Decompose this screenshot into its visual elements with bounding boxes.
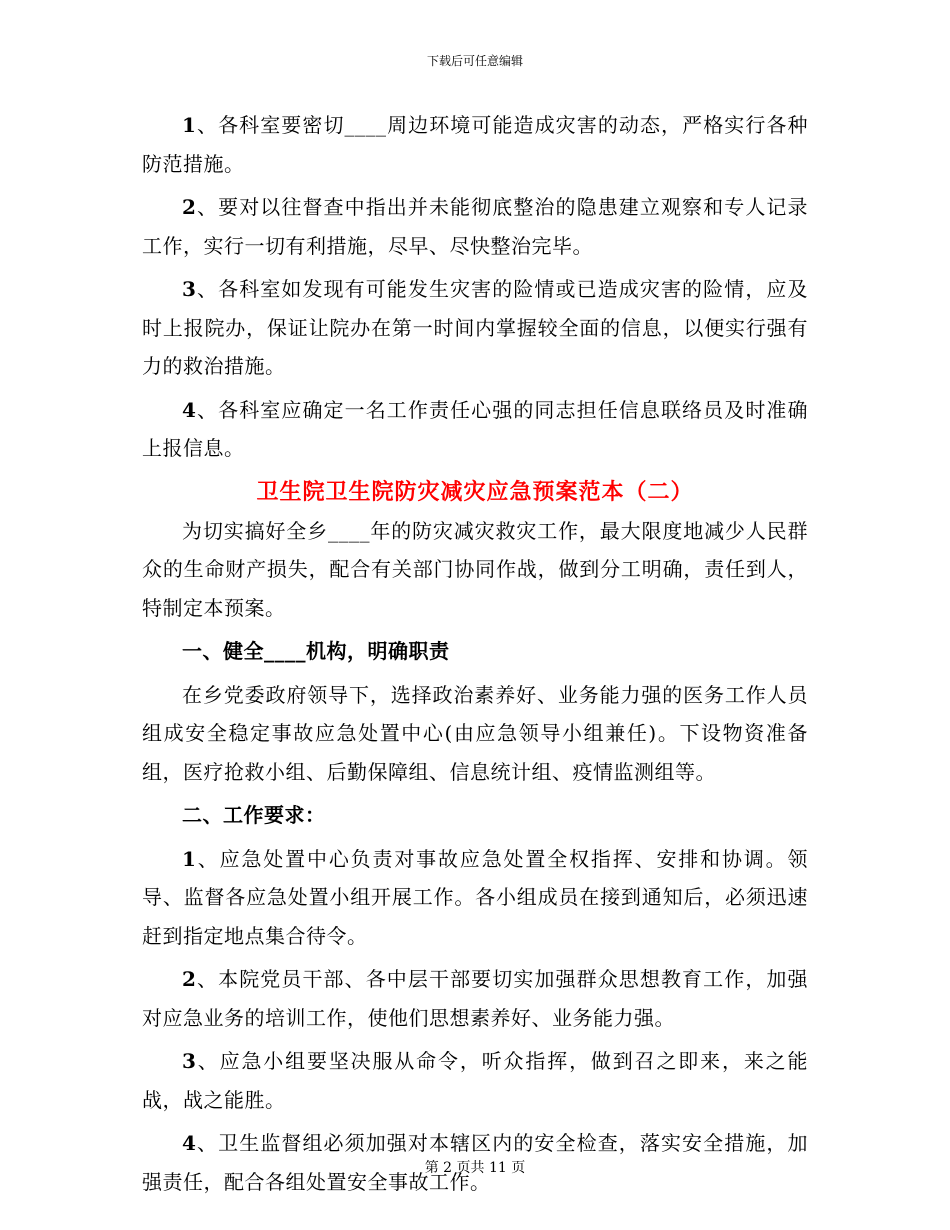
list-item [142,391,808,468]
item-number: 1 [182,846,197,871]
heading-organization: 一、健全____机构，明确职责 [182,639,450,663]
item-text: 、卫生监督组必须加强对本辖区内的安全检查，落实安全措施，加强责任，配合各组处置安全事故工作。 [142,1131,808,1194]
item-number: 4 [182,397,197,422]
item-number: 4 [182,1131,197,1155]
item-number: 3 [182,1049,197,1073]
item-text: 、各科室应确定一名工作责任心强的同志担任信息联络员及时准确上报信息。 [142,397,808,460]
heading-requirements: 二、工作要求： [182,803,326,827]
item-number: 1 [182,113,197,137]
list-item [142,960,808,1037]
item-number: 3 [182,277,197,301]
organization-paragraph: 在乡党委政府领导下，选择政治素养好、业务能力强的医务工作人员组成安全稳定事故应急处置中心(由应急领导小组兼任)。下设物资准备组，医疗抢救小组、后勤保障组、信息统计组、疫情监测组等。 [142,682,808,784]
item-text: 、应急小组要坚决服从命令，听众指挥，做到召之即来，来之能战，战之能胜。 [142,1049,808,1112]
list-item [142,188,808,265]
document-body [142,106,808,1201]
item-number: 2 [182,195,197,219]
intro-paragraph: 为切实搞好全乡____年的防灾减灾救灾工作，最大限度地减少人民群众的生命财产损失，配合有关部门协同作战，做到分工明确，责任到人，特制定本预案。 [142,518,808,620]
section-title: 卫生院卫生院防灾减灾应急预案范本（二） [256,478,694,505]
item-text: 、各科室如发现有可能发生灾害的险情或已造成灾害的险情，应及时上报院办，保证让院办在第一时间内掌握较全面的信息，以便实行强有力的救治措施。 [142,277,808,378]
list-item [142,840,808,956]
item-text: 、应急处置中心负责对事故应急处置全权指挥、安排和协调。领导、监督各应急处置小组开展工作。各小组成员在接到通知后，必须迅速赶到指定地点集合待令。 [142,846,808,948]
list-item [142,270,808,386]
item-text: 、要对以往督查中指出并未能彻底整治的隐患建立观察和专人记录工作，实行一切有利措施，尽早、尽快整治完毕。 [142,195,808,258]
item-number: 2 [182,967,197,991]
item-text: 、本院党员干部、各中层干部要切实加强群众思想教育工作，加强对应急业务的培训工作，使他们思想素养好、业务能力强。 [142,967,808,1030]
page-footer: 第 2 页共 11 页 [424,1160,526,1176]
item-text: 、各科室要密切____周边环境可能造成灾害的动态，严格实行各种防范措施。 [142,113,808,176]
list-item [142,1042,808,1119]
list-item [142,106,808,183]
page-header: 下载后可任意编辑 [426,54,523,68]
